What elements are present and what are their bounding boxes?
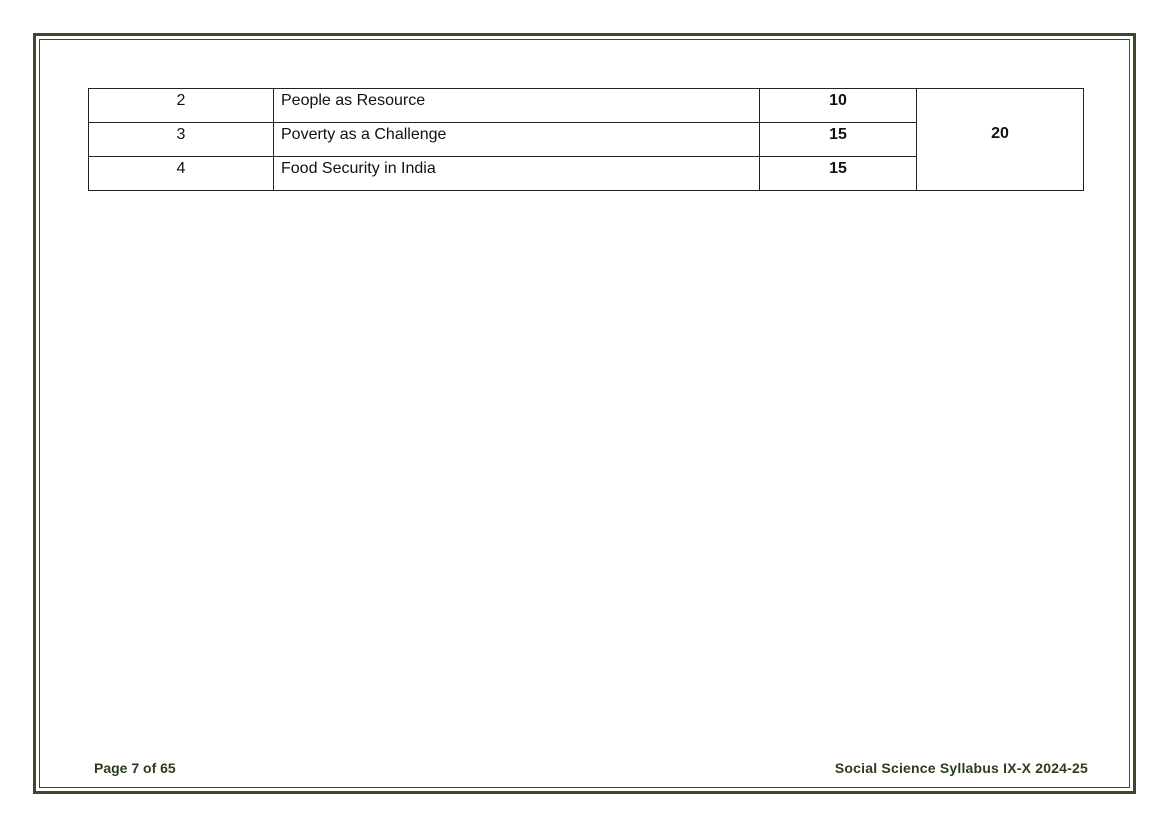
chapter-name-cell: People as Resource: [274, 89, 760, 123]
unit-number-cell: 4: [89, 157, 274, 191]
chapter-name-cell: Food Security in India: [274, 157, 760, 191]
table-row: [89, 89, 1084, 123]
marks-distribution-table: [88, 88, 1084, 191]
page-number: Page 7 of 65: [94, 760, 176, 776]
marks-cell: 15: [760, 157, 917, 191]
unit-number-cell: 3: [89, 123, 274, 157]
marks-cell: 15: [760, 123, 917, 157]
marks-cell: 10: [760, 89, 917, 123]
document-title-footer: Social Science Syllabus IX-X 2024-25: [834, 760, 1088, 776]
chapter-name-cell: Poverty as a Challenge: [274, 123, 760, 157]
total-marks-cell: 20: [917, 89, 1084, 191]
unit-number-cell: 2: [89, 89, 274, 123]
